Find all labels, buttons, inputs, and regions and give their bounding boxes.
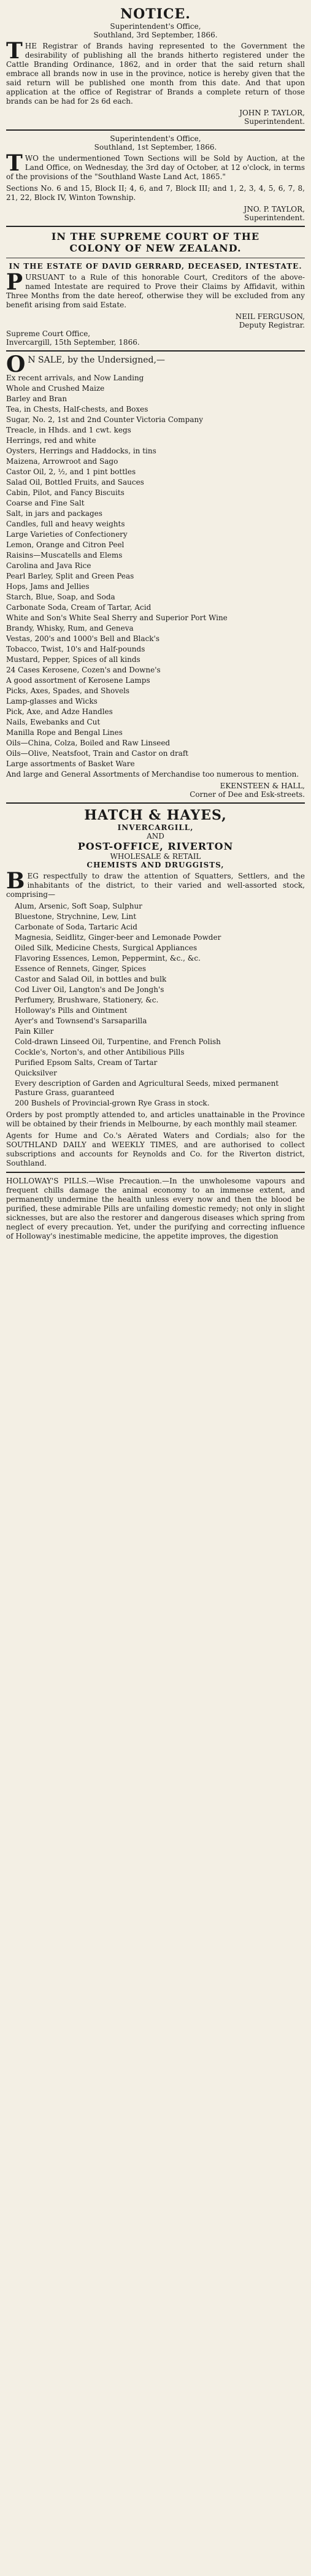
hatch-item: Cold-drawn Linseed Oil, Turpentine, and French Polish: [15, 1037, 221, 1046]
onsale-address: Corner of Dee and Esk-streets.: [190, 790, 305, 799]
court-signature: NEIL FERGUSON,: [235, 312, 305, 321]
onsale-item: Salt, in jars and packages: [6, 509, 102, 518]
onsale-item: Oils—Olive, Neatsfoot, Train and Castor on draft: [6, 749, 189, 758]
notice-signature: JOHN P. TAYLOR,: [239, 109, 305, 117]
hatch-item: Cockle's, Norton's, and other Antibilious Pills: [15, 1048, 185, 1056]
hatch-item: Essence of Rennets, Ginger, Spices: [15, 964, 147, 973]
onsale-item: Treacle, in Hhds. and 1 cwt. kegs: [6, 426, 131, 434]
divider: [6, 226, 305, 227]
notice-place-date: Southland, 3rd September, 1866.: [93, 31, 218, 39]
holloway-text: HOLLOWAY'S PILLS.—Wise Precaution.—In the unwholesome vapours and frequent chills damage the animal economy to an immense extent, and permanently undermine the health unless every now and then the blood be purified, these admirable Pills are unfailing domestic remedy; not only in slight sicknesses, but are also the restorer and dangerous diseases which spring from neglect of every precaution. Yet, under the purifying and correcting influence of Holloway's inestimable medicine, the appetite improves, the digestion: [6, 1177, 305, 1240]
hatch-intro-text: EG respectfully to draw the attention of Squatters, Settlers, and the inhabitants of the district, to their varied and well-assorted stock, comprising—: [6, 872, 305, 899]
hatch-po: POST-OFFICE, RIVERTON: [77, 840, 234, 852]
onsale-item: Tea, in Chests, Half-chests, and Boxes: [6, 405, 148, 413]
onsale-item: Herrings, red and white: [6, 436, 96, 445]
onsale-item: Candles, full and heavy weights: [6, 520, 125, 528]
onsale-item: Mustard, Pepper, Spices of all kinds: [6, 655, 140, 664]
on-sale-advert: [6, 352, 305, 799]
onsale-item: Maizena, Arrowroot and Sago: [6, 457, 118, 466]
court-body: [6, 269, 305, 310]
hatch-item: Flavoring Essences, Lemon, Peppermint, &c., &c.: [15, 954, 201, 963]
hatch-item: Oiled Silk, Medicine Chests, Surgical Appliances: [15, 944, 198, 952]
onsale-item: Large assortments of Basket Ware: [6, 759, 135, 768]
notice-brands: [6, 6, 305, 126]
onsale-item: Carolina and Java Rice: [6, 561, 91, 570]
onsale-item: Cabin, Pilot, and Fancy Biscuits: [6, 488, 125, 497]
notice-title: NOTICE.: [120, 6, 191, 22]
sale-body-text: WO the undermentioned Town Sections will be Sold by Auction, at the Land Office, on Wednesday, the 3rd day of October, at 12 o'clock, in terms of the provisions of the "Southland Waste Land Act, 1865.": [6, 154, 305, 181]
onsale-item: Oils—China, Colza, Boiled and Raw Linseed: [6, 739, 171, 747]
court-body-text: URSUANT to a Rule of this honorable Court, Creditors of the above-named Intestate are required to Prove their Claims by Affidavit, within Three Months from the date hereof, otherwise they will be excluded from any benefit arising from said Estate.: [6, 273, 305, 309]
onsale-item: Vestas, 200's and 1000's Bell and Black's: [6, 634, 160, 643]
hatch-town: INVERCARGILL,: [117, 823, 194, 832]
court-heading-1: IN THE SUPREME COURT OF THE: [51, 231, 260, 242]
hatch-heading: HATCH & HAYES,: [84, 807, 227, 823]
onsale-item: Lemon, Orange and Citron Peel: [6, 540, 125, 549]
onsale-items: [6, 374, 305, 779]
onsale-heading-text: N SALE, by the Undersigned,—: [28, 355, 165, 365]
divider: [6, 129, 305, 131]
hatch-hayes-advert: [6, 807, 305, 1168]
notice-role: Superintendent.: [244, 117, 305, 126]
onsale-item: Manilla Rope and Bengal Lines: [6, 728, 123, 737]
sale-place-date: Southland, 1st September, 1866.: [94, 143, 217, 152]
hatch-item: Carbonate of Soda, Tartaric Acid: [15, 923, 137, 931]
sale-role: Superintendent.: [244, 213, 305, 222]
hatch-dropcap: B: [6, 868, 25, 894]
divider: [6, 802, 305, 804]
hatch-item: Pain Killer: [15, 1027, 54, 1036]
onsale-item: Oysters, Herrings and Haddocks, in tins: [6, 447, 156, 455]
onsale-item: And large and General Assortments of Merchandise too numerous to mention.: [6, 770, 299, 779]
hatch-orders: Orders by post promptly attended to, and articles unattainable in the Province will be obtained by their friends in Melbourne, by each monthly mail steamer.: [6, 1110, 305, 1128]
onsale-signature: EKENSTEEN & HALL,: [220, 782, 305, 790]
sale-office: Superintendent's Office,: [110, 134, 201, 143]
onsale-item: Pick, Axe, and Adze Handles: [6, 707, 113, 716]
hatch-item: Purified Epsom Salts, Cream of Tartar: [15, 1058, 158, 1067]
hatch-item: Quicksilver: [15, 1069, 57, 1077]
onsale-heading: [6, 352, 305, 377]
onsale-item: Carbonate Soda, Cream of Tartar, Acid: [6, 603, 152, 612]
onsale-item: Pearl Barley, Split and Green Peas: [6, 572, 134, 580]
court-estate: IN THE ESTATE OF DAVID GERRARD, DECEASED, INTESTATE.: [9, 262, 302, 271]
hatch-item: 200 Bushels of Provincial-grown Rye Grass in stock.: [15, 1099, 210, 1107]
hatch-item: Cod Liver Oil, Langton's and De Jongh's: [15, 985, 164, 994]
hatch-item: Magnesia, Seidlitz, Ginger-beer and Lemonade Powder: [15, 933, 221, 942]
sale-signature: JNO. P. TAYLOR,: [244, 205, 305, 213]
hatch-item: Bluestone, Strychnine, Lew, Lint: [15, 912, 137, 921]
notice-body-text: HE Registrar of Brands having represented to the Government the desirability of publishing all the brands hitherto registered under the Cattle Branding Ordinance, 1862, and in order that the said return shall embrace all brands now in use in the province, notice is hereby given that the said return will be published one month from this date. And that upon application at the office of Registrar of Brands a complete return of those brands can be had for 2s 6d each.: [6, 42, 305, 106]
court-role: Deputy Registrar.: [239, 321, 305, 329]
onsale-dropcap: O: [6, 352, 26, 377]
onsale-item: Coarse and Fine Salt: [6, 499, 85, 507]
notice-dropcap: T: [6, 38, 23, 64]
hatch-role: CHEMISTS AND DRUGGISTS,: [86, 861, 225, 869]
onsale-item: Lamp-glasses and Wicks: [6, 697, 98, 706]
onsale-item: White and Son's White Seal Sherry and Superior Port Wine: [6, 613, 228, 622]
onsale-item: Whole and Crushed Maize: [6, 384, 105, 393]
onsale-item: A good assortment of Kerosene Lamps: [6, 676, 150, 685]
hatch-intro: [6, 868, 305, 899]
onsale-item: Salad Oil, Bottled Fruits, and Sauces: [6, 478, 144, 486]
divider: [6, 350, 305, 352]
onsale-item: Ex recent arrivals, and Now Landing: [6, 374, 144, 382]
onsale-item: Sugar, No. 2, 1st and 2nd Counter Victoria Company: [6, 415, 203, 424]
notice-body: [6, 38, 305, 106]
hatch-items: [6, 902, 305, 1108]
hatch-item: Alum, Arsenic, Soft Soap, Sulphur: [15, 902, 142, 910]
onsale-item: Large Varieties of Confectionery: [6, 530, 128, 539]
hatch-item: Holloway's Pills and Ointment: [15, 1006, 128, 1015]
sale-dropcap: T: [6, 150, 23, 176]
onsale-item: Tobacco, Twist, 10's and Half-pounds: [6, 645, 145, 653]
onsale-item: Nails, Ewebanks and Cut: [6, 718, 101, 726]
holloway-advert: [6, 1177, 305, 1241]
hatch-item: Perfumery, Brushware, Stationery, &c.: [15, 996, 159, 1004]
hatch-item: Ayer's and Townsend's Sarsaparilla: [15, 1017, 147, 1025]
hatch-and: AND: [147, 832, 164, 840]
onsale-item: Picks, Axes, Spades, and Shovels: [6, 686, 130, 695]
hatch-item: Castor and Salad Oil, in bottles and bulk: [15, 975, 167, 983]
supreme-court-notice: [6, 231, 305, 347]
hatch-item: Every description of Garden and Agricultural Seeds, mixed permanent Pasture Grass, guaranteed: [15, 1079, 279, 1097]
court-heading-2: COLONY OF NEW ZEALAND.: [69, 242, 242, 254]
onsale-item: Castor Oil, 2, ½, and 1 pint bottles: [6, 467, 136, 476]
court-dropcap: P: [6, 269, 23, 295]
court-date: Invercargill, 15th September, 1866.: [6, 338, 140, 347]
hatch-trade: WHOLESALE & RETAIL: [110, 852, 201, 861]
onsale-item: Brandy, Whisky, Rum, and Geneva: [6, 624, 134, 632]
sale-sections: Sections No. 6 and 15, Block II; 4, 6, and 7, Block III; and 1, 2, 3, 4, 5, 6, 7, 8, 21, 22, Block IV, Winton Township.: [6, 184, 305, 202]
divider: [6, 1172, 305, 1173]
onsale-item: Raisins—Muscatells and Elems: [6, 551, 123, 559]
hatch-agents: Agents for Hume and Co.'s Aërated Waters and Cordials; also for the SOUTHLAND DAILY and WEEKLY TIMES, and are authorised to collect subscriptions and accounts for Reynolds and Co. for the Riverton district, Southland.: [6, 1131, 305, 1167]
town-sections-sale: [6, 134, 305, 222]
onsale-item: 24 Cases Kerosene, Cozen's and Downe's: [6, 666, 161, 674]
onsale-item: Hops, Jams and Jellies: [6, 582, 90, 591]
court-office: Supreme Court Office,: [6, 329, 91, 338]
notice-office: Superintendent's Office,: [110, 22, 201, 31]
sale-body: [6, 150, 305, 182]
onsale-item: Barley and Bran: [6, 394, 67, 403]
onsale-item: Starch, Blue, Soap, and Soda: [6, 593, 115, 601]
